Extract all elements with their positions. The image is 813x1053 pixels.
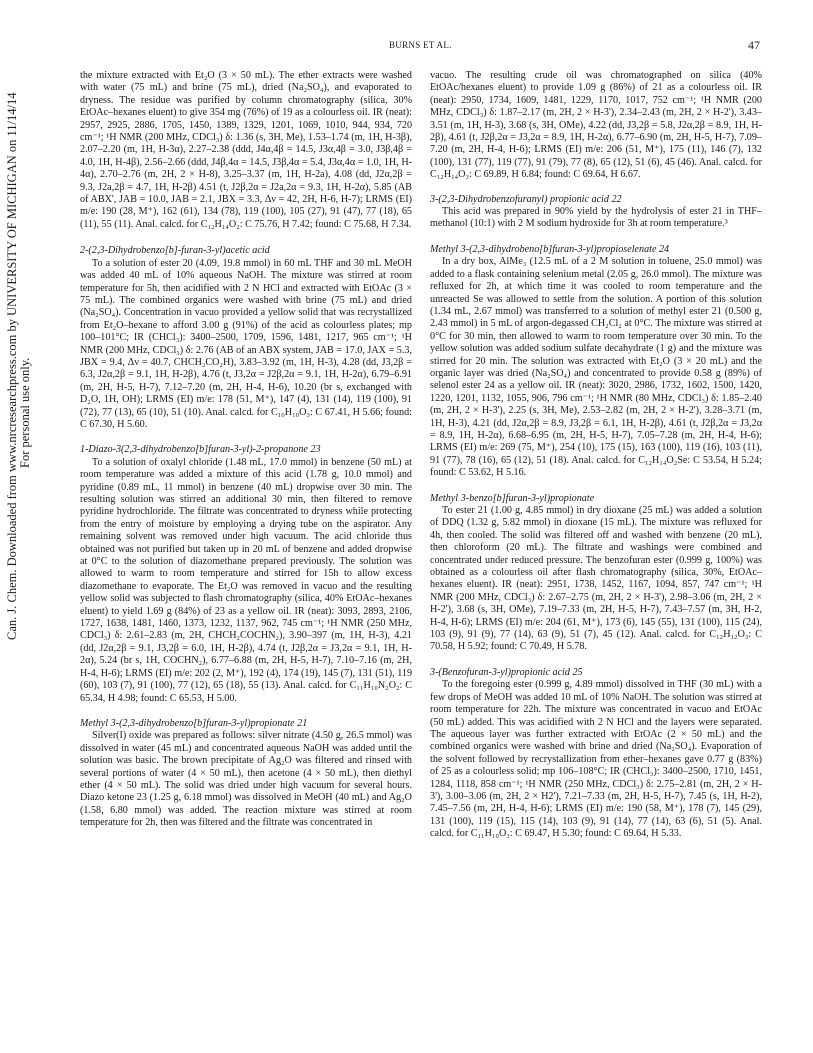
section-title-selenoate-24: Methyl 3-(2,3-dihydrobeno[b]furan-3-yl)propioselenate 24	[430, 243, 670, 255]
section-title-ester-21: Methyl 3-(2,3-dihydrobenzo[b]furan-3-yl)propionate 21	[80, 717, 308, 729]
continued-paragraph: vacuo. The resulting crude oil was chromatographed on silica (40% EtOAc/hexanes eluent) to provide 1.09 g (86%) of 21 as a colourless oil. IR (neat): 2950, 1734, 1609, 1481, 1229, 1170, 1017, 752 cm⁻¹; ¹H NMR (200 MHz, CDCl₃) δ: 1.87–2.17 (m, 2H, 2 × H-3'), 2.34–2.43 (m, 2H, 2 × H-2'), 3.43–3.51 (m, 1H, H-3), 3.68 (s, 3H, OMe), 4.22 (dd, J3,2β = 5.8, J2α,2β = 8.9, 1H, H-2β), 4.61 (t, J2β,2α = J3,2α = 8.9, 1H, H-2α), 6.77–6.90 (m, 2H, H-5, H-7), 7.09–7.20 (m, 2H, H-4, H-6); LRMS (EI) m/e: 206 (51, M⁺), 175 (11), 146 (7), 132 (100), 131 (77), 119 (77), 91 (79), 77 (8), 65 (12), 51 (6), 45 (46). Anal. calcd. for C₁₂H₁₄O₃: C 69.89, H 6.84; found: C 69.64, H 6.67.	[430, 70, 762, 181]
section-body-diazo-ketone-23: To a solution of oxalyl chloride (1.48 mL, 17.0 mmol) in benzene (50 mL) at room temperature was added a mixture of this acid (1.78 g, 10.0 mmol) and pyridine (0.89 mL, 11 mmol) in benzene (40 mL) dropwise over 30 min. The resulting solution was stirred an additional 30 min, then filtered to remove pyridine hydrochloride. The filtrate was concentrated to dryness while protecting from the entry of moisture by employing a drying tube on the aspirator. Any remaining solvent was removed under high vacuum. The acid chloride thus obtained was not purified but taken up in 20 mL of benzene and added dropwise at 0°C to the solution of diazomethane prepared previously. The solution was allowed to warm to room temperature and stirred for 15h to allow excess diazomethane to evaporate. The Et₂O was removed in vacuo and the resulting yellow solid was subjected to flash chromatography (silica, 40% EtOAc–hexanes eluent) to yield 1.69 g (84%) of 23 as a yellow oil. IR (neat): 3093, 2893, 2106, 1727, 1638, 1481, 1460, 1373, 1232, 1137, 962, 745 cm⁻¹; ¹H NMR (250 MHz, CDCl₃) δ: 2.61–2.83 (m, 2H, CHCH₂COCHN₂), 3.90–397 (m, 1H, H-3), 4.21 (dd, J2α,2β = 9.1, J3,2β = 6.0, 1H, H-2β), 4.74 (t, J2β,2α = J3,2α = 9.1, 1H, H-2α), 5.24 (br s, 1H, COCHN₂), 6.77–6.88 (m, 2H, H-5, H-7), 7.10–7.16 (m, 2H, H-4, H-6); LRMS (EI) m/e: 202 (2, M⁺), 192 (4), 174 (19), 145 (7), 131 (51), 119 (60), 103 (7), 91 (100), 77 (12), 65 (18), 55 (13). Anal. calcd. for C₁₁H₁₀N₂O₂: C 65.34, H 4.98; found: C 65.53, H 5.00.	[80, 456, 413, 704]
page-number: 47	[748, 38, 760, 52]
running-header	[0, 40, 813, 54]
watermark-line-2: For personal use only.	[18, 357, 32, 468]
section-title-acid-22: 3-(2,3-Dihydrobenzofuranyl) propionic acid 22	[430, 193, 622, 205]
right-column	[430, 70, 762, 841]
continued-paragraph: the mixture extracted with Et₂O (3 × 50 mL). The ether extracts were washed with water (75 mL) and brine (75 mL), dried (Na₂SO₄), and evaporated to dryness. The residue was purified by column chromatography (silica, 30% EtOAc–hexanes eluent) to give 354 mg (76%) of 19 as a colourless oil. IR (neat): 2957, 2925, 2886, 1705, 1450, 1389, 1329, 1201, 1069, 1010, 944, 934, 720 cm⁻¹; ¹H NMR (200 MHz, CDCl₃) δ: 1.36 (s, 3H, Me), 1.53–1.74 (m, 1H, H-3β), 2.07–2.20 (m, 1H, H-3α), 2.27–2.38 (ddd, J4α,4β = 14.5, J3α,4β = 3.0, J3β,4β = 4.0, 1H, H-4β), 2.56–2.66 (ddd, J4β,4α = 14.5, J3β,4α = 5.4, J3α,4α = 1.0, 1H, H-4α), 2.70–2.76 (m, 2H, 2 × H-8), 3.25–3.37 (m, 1H, H-2a), 4.08 (dd, J2α,2β = 9.3, J2a,2β = 4.7, 1H, H-2β) 4.51 (t, J2β,2α = J2a,2α = 9.3, 1H, H-2α), 5.85 (AB of ABX', JAB = 10.0, JAB = 2.1, JBX = 3.3, Δν = 42, 2H, H-6, H-7); LRMS (EI) m/e: 190 (28, M⁺), 162 (61), 134 (78), 119 (100), 105 (27), 91 (47), 77 (18), 65 (11), 55 (11). Anal. calcd. for C₁₂H₁₄O₂: C 75.76, H 7.42; found: C 75.68, H 7.34.	[80, 70, 412, 230]
section-title-benzofuran-ester: Methyl 3-benzo[b]furan-3-yl)propionate	[430, 492, 595, 504]
section-body-acid-25: To the foregoing ester (0.999 g, 4.89 mmol) dissolved in THF (30 mL) with a few drops of MeOH was added 10 mL of 10% NaOH. The solution was stirred at room temperature for 22h. The mixture was concentrated in vacuo and EtOAc (50 mL) added. This was acidified with 2 N HCl and the layers were separated. The aqueous layer was further extracted with EtOAc (2 × 50 mL) and the combined organics were washed with brine and dried (Na₂SO₄). Evaporation of the solvent followed by recrystallization from ether–hexanes gave 0.77 g (83%) of 25 as a colourless solid; mp 106–108°C; IR (CHCl₃): 3400–2500, 1710, 1451, 1284, 1118, 858 cm⁻¹; ¹H NMR (250 MHz, CDCl₃) δ: 2.75–2.81 (m, 2H, 2 × H-3'), 3.00–3.06 (m, 2H, 2 × H2'), 7.21–7.33 (m, 2H, H-5, H-7), 7.45 (s, 1H, H-2), 7.45–7.56 (m, 2H, H-4, H-6); LRMS (EI) m/e: 190 (58, M⁺), 178 (7), 145 (29), 131 (100), 119 (15), 115 (14), 103 (9), 91 (14), 77 (14), 63 (6), 51 (5). Anal. calcd. for C₁₁H₁₀O₃: C 69.47, H 5.30; found: C 69.64, H 5.33.	[430, 679, 762, 840]
running-head-authors: BURNS ET AL.	[389, 40, 452, 50]
section-title-acid-25: 3-(Benzofuran-3-yl)propionic acid 25	[430, 666, 583, 678]
section-title-diazo-ketone-23: 1-Diazo-3(2,3-dihydrobenzo[b]furan-3-yl)-2-propanone 23	[80, 444, 321, 456]
watermark-line-1: Can. J. Chem. Downloaded from www.nrcresearchpress.com by UNIVERSITY OF MICHIGAN on 11/14/14	[5, 92, 19, 640]
section-title-acetic-acid: 2-(2,3-Dihydrobenzo[b]-furan-3-yl)acetic acid	[80, 245, 270, 257]
section-body-acid-22: This acid was prepared in 90% yield by the hydrolysis of ester 21 in THF–methanol (10:1) with 2 M sodium hydroxide for 3h at room temperature.³	[430, 206, 762, 230]
section-body-acetic-acid: To a solution of ester 20 (4.09, 19.8 mmol) in 60 mL THF and 30 mL MeOH was added 40 mL of 10% aqueous NaOH. The mixture was stirred at room temperature for 5h, then acidified with 2 N HCl and extracted with EtOAc (3 × 75 mL). The combined organics were washed with brine (75 mL) and dried (Na₂SO₄). Concentration in vacuo provided a yellow solid that was recrystallized from Et₂O–hexane to afford 3.00 g (91%) of the acid as colourless plates; mp 100–101°C; IR (CHCl₃): 3400–2500, 1709, 1596, 1481, 1217, 965 cm⁻¹; ¹H NMR (200 MHz, CDCl₃) δ: 2.76 (AB of an ABX system, JAB = 17.0, JAX = 5.3, JBX = 9.4, Δν = 40.7, CHCH₂CO₂H), 3.83–3.92 (m, 1H, H-3), 4.28 (dd, J3,2β = 6.3, J2α,2β = 9.1, 1H, H-2β), 4.76 (t, J3,2α = J2β,2α = 9.1, 1H, H-2α), 6.79–6.91 (m, 2H, H-5, H-7), 7.12–7.20 (m, 2H, H-4, H-6), 10.20 (br s, exchanged with D₂O, 1H, OH); LRMS (EI) m/e: 178 (51, M⁺), 147 (4), 131 (14), 119 (100), 91 (72), 77 (13), 65 (10), 51 (10). Anal. calcd. for C₁₀H₁₀O₃: C 67.41, H 5.66; found: C 67.30, H 5.60.	[80, 257, 412, 430]
section-body-selenoate-24: In a dry box, AlMe₃ (12.5 mL of a 2 M solution in toluene, 25.0 mmol) was added to a flask containing selenium metal (2.05 g, 26.0 mmol). The mixture was refluxed for 2h, at which time it was cooled to room temperature and the unreacted Se was allowed to settle from the solution. A portion of this solution (1.34 mL, 2.67 mmol) was transferred to a solution of methyl ester 21 (0.500 g, 2.43 mmol) in 5 mL of argon-degassed CH₂Cl₂ at 0°C. The mixture was stirred at 0°C for 30 min, then allowed to warm to room temperature over 30 min. To the yellow solution was added sodium sulfate decahydrate (1 g) and the mixture was stirred for 20 min. The solution was extracted with Et₂O (3 × 20 mL) and the organic layer was dried (Na₂SO₄) and concentrated to provide 0.58 g (89%) of selenol ester 24 as a yellow oil. IR (neat): 3020, 2986, 1732, 1602, 1500, 1420, 1220, 1201, 1132, 1055, 906, 796 cm⁻¹; ¹H NMR (80 MHz, CDCl₃) δ: 1.85–2.40 (m, 2H, 2 × H-3'), 2.25 (s, 3H, Me), 2.53–2.82 (m, 2H, 2 × H-2'), 3.28–3.71 (m, 1H, H-3), 4.21 (dd, J2α,2β = 8.9, J3,2β = 6.1, 1H, H-2β), 4.61 (t, J2β,2α = J3,2α = 8.9, 1H, H-2α), 6.68–6.95 (m, 2H, H-5, H-7), 7.05–7.28 (m, 2H, H-4, H-6); LRMS (EI) m/e: 269 (75, M⁺), 254 (10), 175 (15), 163 (100), 119 (16), 103 (11), 91 (77), 78 (16), 65 (12), 51 (18). Anal. calcd. for C₁₂H₁₄O₂Se: C 53.54, H 5.24; found: C 53.62, H 5.16.	[430, 256, 762, 479]
left-column	[80, 70, 412, 830]
section-body-benzofuran-ester: To ester 21 (1.00 g, 4.85 mmol) in dry dioxane (25 mL) was added a solution of DDQ (1.32 g, 5.82 mmol) in dioxane (15 mL). The mixture was refluxed for 4h, then cooled. The solid was filtered off and washed with benzene (20 mL), then chloroform (20 mL). The filtrate and washings were combined and concentrated under reduced pressure. The benzofuran ester (0.999 g, 100%) was obtained as a colourless oil after flash chromatography (silica, 30%, EtOAc–hexanes eluent). IR (neat): 2951, 1738, 1452, 1167, 1094, 857, 747 cm⁻¹; ¹H NMR (200 MHz, CDCl₃) δ: 2.67–2.75 (m, 2H, 2 × H-3'), 2.98–3.06 (m, 2H, 2 × H-2'), 3.68 (s, 3H, OMe), 7.19–7.33 (m, 2H, H-5, H-7), 7.43–7.57 (m, 3H, H-2, H-4, H-6); LRMS (EI) m/e: 204 (61, M⁺), 173 (6), 145 (55), 131 (100), 115 (24), 103 (9), 91 (9), 77 (14), 63 (9), 51 (7), 45 (12). Anal. calcd. for C₁₂H₁₂O₃: C 70.58, H 5.92; found: C 70.49, H 5.78.	[430, 505, 762, 653]
section-body-ester-21: Silver(I) oxide was prepared as follows: silver nitrate (4.50 g, 26.5 mmol) was dissolved in water (45 mL) and concentrated aqueous NaOH was added until the solution was basic. The brown precipitate of Ag₂O was filtered and rinsed with several portions of water (4 × 50 mL), then acetone (4 × 50 mL), then diethyl ether (4 × 50 mL). The solid was dried under high vacuum for several hours. Diazo ketone 23 (1.25 g, 6.18 mmol) was dissolved in MeOH (40 mL) and Ag₂O (1.58, 6.80 mmol) was added. The reaction mixture was stirred at room temperature for 2h, then was filtered and the filtrate was concentrated in	[80, 730, 412, 829]
